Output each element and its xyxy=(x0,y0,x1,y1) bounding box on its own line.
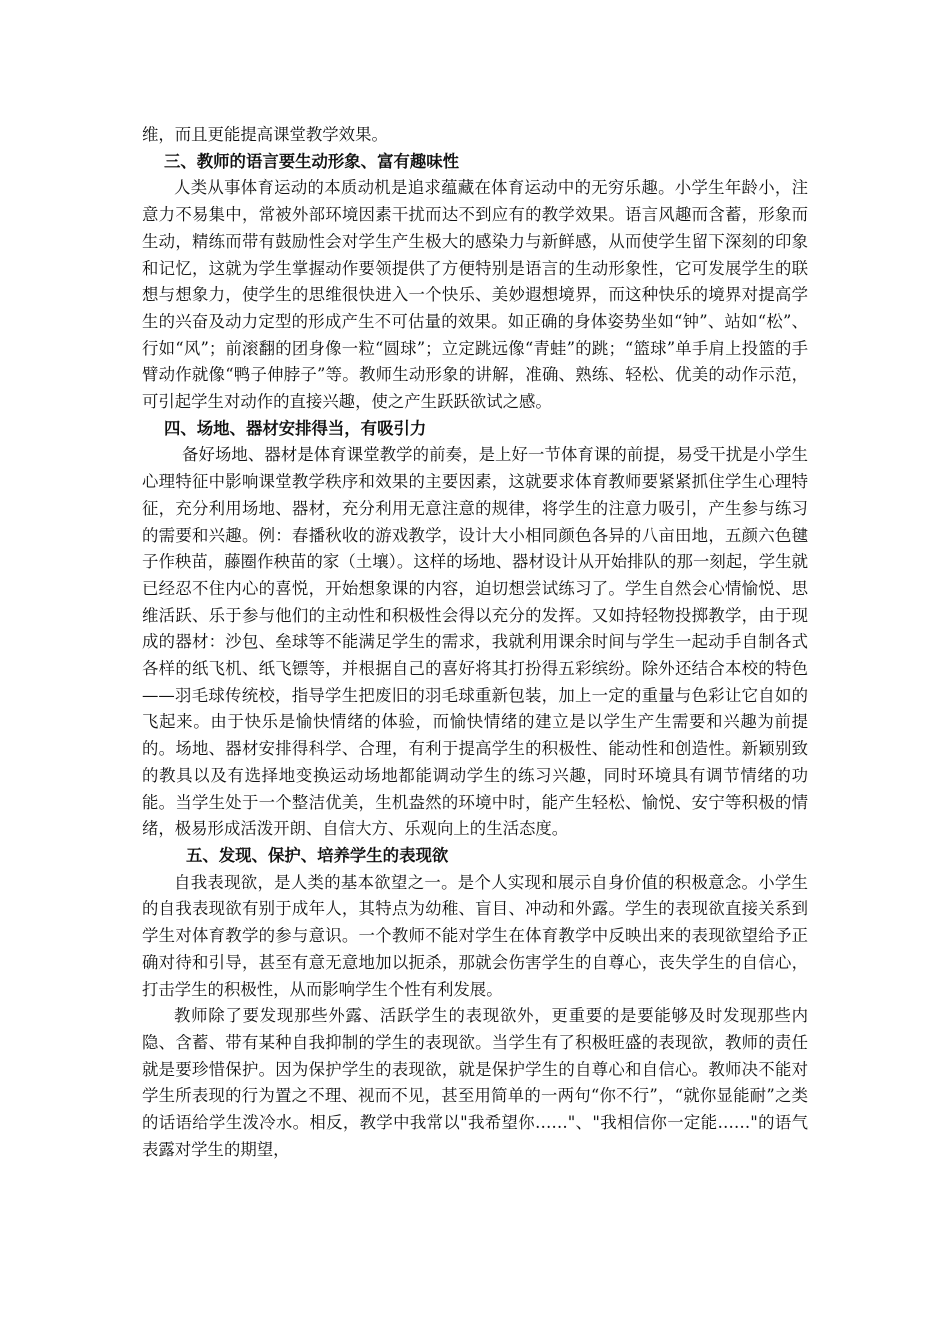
section-heading-three: 三、教师的语言要生动形象、富有趣味性 xyxy=(164,151,460,171)
section-heading-five: 五、发现、保护、培养学生的表现欲 xyxy=(186,845,449,865)
paragraph-section-five-first: 自我表现欲，是人类的基本欲望之一。是个人实现和展示自身价值的积极意念。小学生的自我表现欲有别于成年人，其特点为幼稚、盲目、冲动和外露。学生的表现欲直接关系到学生对体育教学的参与意识。一个教师不能对学生在体育教学中反映出来的表现欲望给予正确对待和引导，甚至有意无意地加以扼杀，那就会伤害学生的自尊心，丧失学生的自信心，打击学生的积极性，从而影响学生个性有利发展。 xyxy=(142,872,808,999)
document-body xyxy=(142,122,808,1163)
paragraph-continuation: 维，而且更能提高课堂教学效果。 xyxy=(142,125,388,144)
paragraph-section-four: 备好场地、器材是体育课堂教学的前奏，是上好一节体育课的前提，易受干扰是小学生心理特征中影响课堂教学秩序和效果的主要因素，这就要求体育教师要紧紧抓住学生心理特征，充分利用场地、器材，充分利用无意注意的规律，将学生的注意力吸引，产生参与练习的需要和兴趣。例：春播秋收的游戏教学，设计大小相同颜色各异的八亩田地，五颜六色毽子作秧苗，藤圈作秧苗的家（土壤）。这样的场地、器材设计从开始排队的那一刻起，学生就已经忍不住内心的喜悦，开始想象课的内容，迫切想尝试练习了。学生自然会心情愉悦、思维活跃、乐于参与他们的主动性和积极性会得以充分的发挥。又如持轻物投掷教学，由于现成的器材：沙包、垒球等不能满足学生的需求，我就利用课余时间与学生一起动手自制各式各样的纸飞机、纸飞镖等，并根据自己的喜好将其打扮得五彩缤纷。除外还结合本校的特色——羽毛球传统校，指导学生把废旧的羽毛球重新包装，加上一定的重量与色彩让它自如的飞起来。由于快乐是愉快情绪的体验，而愉快情绪的建立是以学生产生需要和兴趣为前提的。场地、器材安排得科学、合理，有利于提高学生的积极性、能动性和创造性。新颖别致的教具以及有选择地变换运动场地都能调动学生的练习兴趣，同时环境具有调节情绪的功能。当学生处于一个整洁优美，生机盎然的环境中时，能产生轻松、愉悦、安宁等积极的情绪，极易形成活泼开朗、自信大方、乐观向上的生活态度。 xyxy=(142,445,808,839)
paragraph-section-three: 人类从事体育运动的本质动机是追求蕴藏在体育运动中的无穷乐趣。小学生年龄小，注意力不易集中，常被外部环境因素干扰而达不到应有的教学效果。语言风趣而含蓄，形象而生动，精练而带有鼓励性会对学生产生极大的感染力与新鲜感，从而使学生留下深刻的印象和记忆，这就为学生掌握动作要领提供了方便特别是语言的生动形象性，它可发展学生的联想与想象力，使学生的思维很快进入一个快乐、美妙遐想境界，而这种快乐的境界对提高学生的兴奋及动力定型的形成产生不可估量的效果。如正确的身体姿势坐如“钟”、站如“松”、行如“风”；前滚翻的团身像一粒“圆球”；立定跳远像“青蛙”的跳；“篮球”单手肩上投篮的手臂动作就像“鸭子伸脖子”等。教师生动形象的讲解，准确、熟练、轻松、优美的动作示范，可引起学生对动作的直接兴趣，使之产生跃跃欲试之感。 xyxy=(142,178,808,412)
section-heading-four: 四、场地、器材安排得当，有吸引力 xyxy=(164,418,427,438)
paragraph-section-five-second: 教师除了要发现那些外露、活跃学生的表现欲外，更重要的是要能够及时发现那些内隐、含蓄、带有某种自我抑制的学生的表现欲。当学生有了积极旺盛的表现欲，教师的责任就是要珍惜保护。因为保护学生的表现欲，就是保护学生的自尊心和自信心。教师决不能对学生所表现的行为置之不理、视而不见，甚至用简单的一两句“你不行”，“就你显能耐”之类的话语给学生泼冷水。相反，教学中我常以"我希望你……"、"我相信你一定能……"的语气表露对学生的期望， xyxy=(142,1006,808,1159)
